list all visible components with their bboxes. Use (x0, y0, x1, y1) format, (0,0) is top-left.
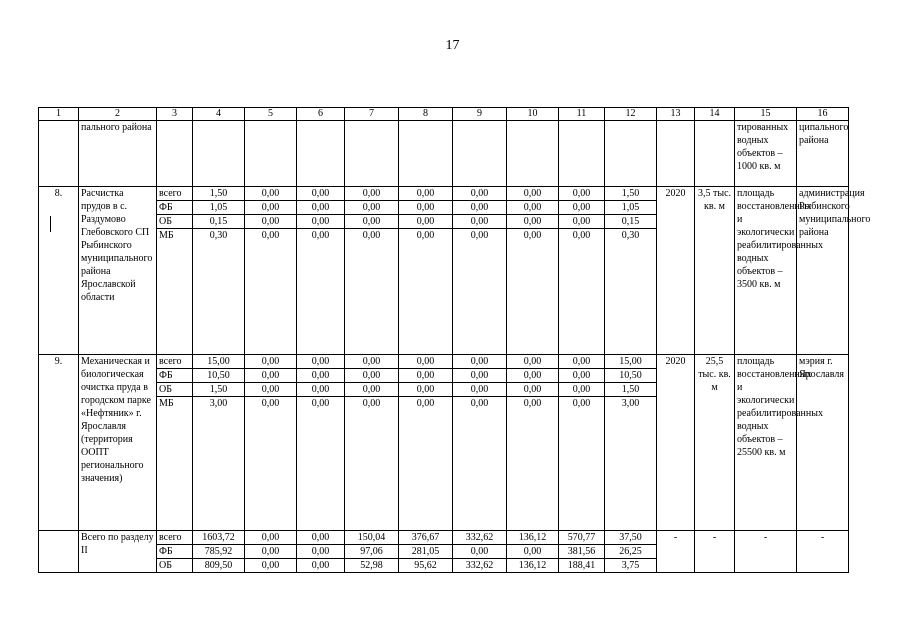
value-cell (559, 355, 605, 531)
amount: 332,62 (453, 531, 506, 545)
amount: 1,05 (193, 201, 244, 215)
volume-cell: 3,5 тыс. кв. м (695, 187, 735, 355)
table-row (39, 355, 849, 531)
amount: 0,00 (345, 369, 398, 383)
amount: 0,00 (297, 201, 344, 215)
amount: 15,00 (193, 355, 244, 369)
amount: 0,30 (621, 230, 640, 241)
value-cell (399, 187, 453, 355)
year-cell: 2020 (657, 187, 695, 355)
amount: 1,50 (605, 383, 656, 397)
column-number-row (39, 108, 849, 121)
header-cell: 15 (735, 108, 797, 121)
amount: 0,00 (559, 355, 604, 369)
amount: 95,62 (414, 560, 437, 571)
amount: 0,00 (362, 230, 381, 241)
header-cell: 10 (507, 108, 559, 121)
amount: 0,00 (507, 215, 558, 229)
funding-type-cell (157, 187, 193, 355)
header-cell: 6 (297, 108, 345, 121)
amount: 0,00 (261, 230, 280, 241)
header-cell: 8 (399, 108, 453, 121)
funding-type: ФБ (157, 201, 192, 215)
funding-type: всего (157, 531, 192, 545)
value-cell (399, 531, 453, 573)
amount: 188,41 (567, 560, 596, 571)
funding-type: МБ (159, 398, 174, 409)
amount: 3,00 (209, 398, 228, 409)
amount: 0,00 (297, 355, 344, 369)
amount: 0,00 (416, 230, 435, 241)
row-number: 9. (39, 355, 79, 531)
value-cell (245, 187, 297, 355)
amount: 0,00 (245, 201, 296, 215)
row-number: 8. (39, 187, 79, 355)
header-cell: 9 (453, 108, 507, 121)
amount: 1603,72 (193, 531, 244, 545)
indicator-cell: площадь восстановленных и экологически реабилитированных водных объектов – 3500 кв. м (735, 187, 797, 355)
volume-cell: - (695, 531, 735, 573)
amount: 1,05 (605, 201, 656, 215)
amount: 0,00 (261, 560, 280, 571)
continuation-executor: ципального района (797, 121, 849, 187)
header-cell: 11 (559, 108, 605, 121)
amount: 0,00 (559, 187, 604, 201)
amount: 0,00 (399, 201, 452, 215)
value-cell (297, 531, 345, 573)
amount: 809,50 (204, 560, 233, 571)
amount: 136,12 (518, 560, 547, 571)
amount: 0,00 (261, 398, 280, 409)
amount: 0,00 (297, 187, 344, 201)
amount: 0,00 (345, 187, 398, 201)
amount: 1,50 (193, 187, 244, 201)
amount: 0,00 (507, 355, 558, 369)
measure-name: Всего по разделу II (79, 531, 157, 573)
continuation-row (39, 121, 849, 187)
amount: 281,05 (399, 545, 452, 559)
value-cell (399, 355, 453, 531)
executor-cell: администрация Рыбинского муниципального района (797, 187, 849, 355)
value-cell (245, 355, 297, 531)
funding-type: всего (157, 355, 192, 369)
amount: 0,00 (345, 201, 398, 215)
continuation-indicator: тированных водных объектов – 1000 кв. м (735, 121, 797, 187)
value-cell (507, 187, 559, 355)
amount: 0,00 (245, 545, 296, 559)
executor-cell: мэрия г. Ярославля (797, 355, 849, 531)
measure-name: Механическая и биологическая очистка пруда в городском парке «Нефтяник» г. Ярославля (территория ООПТ регионального значения) (79, 355, 157, 531)
value-cell (453, 531, 507, 573)
value-cell (245, 531, 297, 573)
amount: 97,06 (345, 545, 398, 559)
amount: 0,00 (297, 215, 344, 229)
funding-type: ОБ (157, 215, 192, 229)
amount: 0,00 (453, 355, 506, 369)
header-cell: 7 (345, 108, 399, 121)
header-cell: 1 (39, 108, 79, 121)
header-cell: 5 (245, 108, 297, 121)
amount: 0,00 (297, 531, 344, 545)
amount: 0,30 (209, 230, 228, 241)
indicator-cell: площадь восстановленных и экологически реабилитированных водных объектов – 25500 кв. м (735, 355, 797, 531)
funding-type-cell (157, 355, 193, 531)
value-cell (559, 187, 605, 355)
funding-type: всего (157, 187, 192, 201)
amount: 0,00 (297, 383, 344, 397)
amount: 0,00 (345, 383, 398, 397)
funding-type: ОБ (159, 560, 172, 571)
amount: 0,00 (245, 531, 296, 545)
row-number (39, 531, 79, 573)
amount: 3,75 (621, 560, 640, 571)
amount: 10,50 (605, 369, 656, 383)
amount: 0,00 (453, 201, 506, 215)
amount: 0,00 (453, 369, 506, 383)
page-number: 17 (445, 38, 460, 53)
year-cell: 2020 (657, 355, 695, 531)
amount: 0,00 (559, 383, 604, 397)
amount: 785,92 (193, 545, 244, 559)
funding-type: ФБ (157, 545, 192, 559)
value-cell (605, 187, 657, 355)
funding-type-cell (157, 531, 193, 573)
amount: 0,00 (245, 355, 296, 369)
amount: 0,00 (399, 369, 452, 383)
value-cell (297, 355, 345, 531)
amount: 0,00 (507, 383, 558, 397)
value-cell (453, 355, 507, 531)
budget-table (38, 107, 871, 573)
amount: 0,00 (311, 398, 330, 409)
amount: 0,00 (399, 187, 452, 201)
amount: 1,50 (605, 187, 656, 201)
amount: 0,00 (245, 383, 296, 397)
value-cell (297, 187, 345, 355)
amount: 0,00 (523, 230, 542, 241)
amount: 0,00 (572, 398, 591, 409)
amount: 0,00 (399, 383, 452, 397)
amount: 0,00 (453, 187, 506, 201)
measure-name: Расчистка прудов в с. Раздумово Глебовского СП Рыбинского муниципального района Ярославской области (79, 187, 157, 355)
funding-type: ФБ (157, 369, 192, 383)
funding-type: МБ (159, 230, 174, 241)
amount: 0,00 (559, 201, 604, 215)
amount: 0,00 (507, 545, 558, 559)
header-cell: 16 (797, 108, 849, 121)
amount: 570,77 (559, 531, 604, 545)
amount: 0,00 (523, 398, 542, 409)
amount: 0,00 (311, 230, 330, 241)
amount: 0,00 (507, 369, 558, 383)
amount: 0,00 (345, 215, 398, 229)
continuation-name: пального района (79, 121, 157, 187)
amount: 0,00 (245, 369, 296, 383)
amount: 10,50 (193, 369, 244, 383)
volume-cell: 25,5 тыс. кв. м (695, 355, 735, 531)
amount: 0,00 (297, 369, 344, 383)
value-cell (507, 531, 559, 573)
amount: 0,00 (399, 215, 452, 229)
amount: 0,15 (193, 215, 244, 229)
amount: 0,00 (559, 369, 604, 383)
amount: 376,67 (399, 531, 452, 545)
amount: 0,00 (311, 560, 330, 571)
value-cell (345, 531, 399, 573)
header-cell: 4 (193, 108, 245, 121)
amount: 3,00 (621, 398, 640, 409)
amount: 0,15 (605, 215, 656, 229)
amount: 1,50 (193, 383, 244, 397)
value-cell (345, 355, 399, 531)
amount: 0,00 (507, 201, 558, 215)
amount: 0,00 (245, 215, 296, 229)
amount: 381,56 (559, 545, 604, 559)
amount: 136,12 (507, 531, 558, 545)
amount: 15,00 (605, 355, 656, 369)
indicator-cell: - (735, 531, 797, 573)
amount: 0,00 (362, 398, 381, 409)
amount: 0,00 (572, 230, 591, 241)
value-cell (193, 531, 245, 573)
value-cell (605, 531, 657, 573)
value-cell (605, 355, 657, 531)
value-cell (453, 187, 507, 355)
header-cell: 12 (605, 108, 657, 121)
year-cell: - (657, 531, 695, 573)
header-cell: 3 (157, 108, 193, 121)
value-cell (507, 355, 559, 531)
header-cell: 2 (79, 108, 157, 121)
executor-cell: - (797, 531, 849, 573)
value-cell (193, 355, 245, 531)
amount: 0,00 (470, 230, 489, 241)
value-cell (193, 187, 245, 355)
table-row (39, 187, 849, 355)
header-cell: 13 (657, 108, 695, 121)
amount: 37,50 (605, 531, 656, 545)
amount: 0,00 (245, 187, 296, 201)
amount: 0,00 (559, 215, 604, 229)
funding-type: ОБ (157, 383, 192, 397)
amount: 26,25 (605, 545, 656, 559)
amount: 0,00 (453, 383, 506, 397)
value-cell (559, 531, 605, 573)
amount: 0,00 (507, 187, 558, 201)
amount: 0,00 (453, 545, 506, 559)
amount: 150,04 (345, 531, 398, 545)
amount: 52,98 (360, 560, 383, 571)
amount: 0,00 (345, 355, 398, 369)
amount: 332,62 (465, 560, 494, 571)
amount: 0,00 (470, 398, 489, 409)
amount: 0,00 (399, 355, 452, 369)
value-cell (345, 187, 399, 355)
amount: 0,00 (416, 398, 435, 409)
amount: 0,00 (453, 215, 506, 229)
amount: 0,00 (297, 545, 344, 559)
header-cell: 14 (695, 108, 735, 121)
table-row (39, 531, 849, 573)
